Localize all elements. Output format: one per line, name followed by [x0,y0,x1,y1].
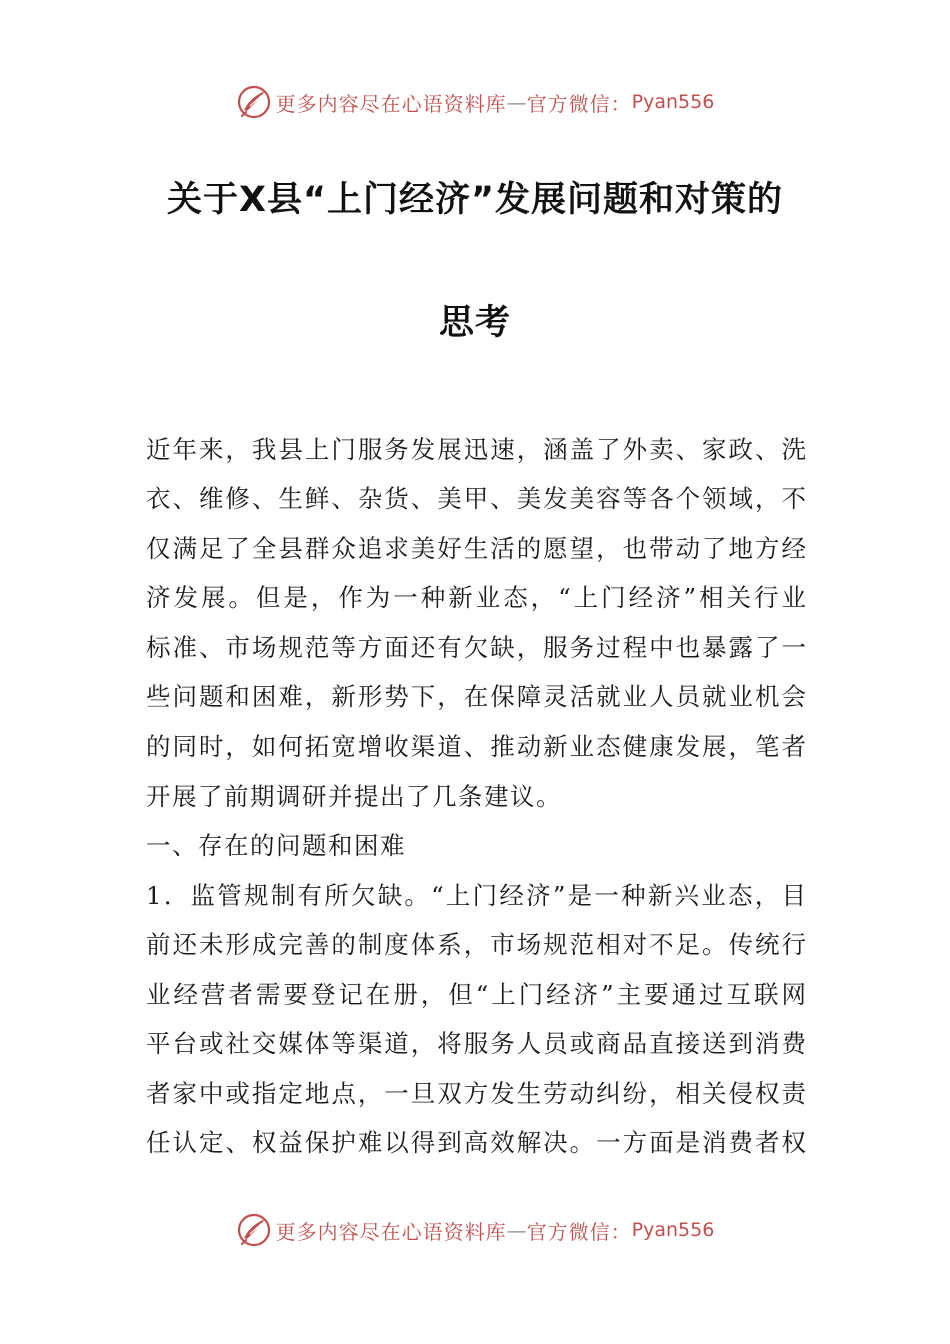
body-line: 1．监管规制有所欠缺。“上门经济”是一种新兴业态，目 [146,881,806,910]
header-watermark [0,80,950,124]
body-line: 近年来，我县上门服务发展迅速，涵盖了外卖、家政、洗 [146,435,806,464]
watermark-wechat-id: Pyan556 [631,1219,715,1241]
document-title-line-1: 关于X县“上门经济”发展问题和对策的 [167,180,783,220]
body-line: 任认定、权益保护难以得到高效解决。一方面是消费者权 [146,1128,806,1157]
footer-watermark [0,1208,950,1252]
body-line: 的同时，如何拓宽增收渠道、推动新业态健康发展，笔者 [146,732,806,761]
body-line: 开展了前期调研并提出了几条建议。 [146,782,562,811]
body-line: 业经营者需要登记在册，但“上门经济”主要通过互联网 [146,980,806,1009]
watermark-text: 更多内容尽在心语资料库 [275,91,507,116]
watermark-separator: — [506,90,527,114]
body-line: 前还未形成完善的制度体系，市场规范相对不足。传统行 [146,930,806,959]
pen-logo-icon [236,84,272,120]
watermark-wechat-label: 官方微信： [526,1219,632,1244]
watermark-separator: — [506,1218,527,1242]
body-line: 标准、市场规范等方面还有欠缺，服务过程中也暴露了一 [146,633,806,662]
document-title-line-2: 思考 [438,303,511,343]
watermark-wechat-label: 官方微信： [526,91,632,116]
section-heading: 一、存在的问题和困难 [146,831,406,860]
watermark-wechat-id: Pyan556 [631,91,715,113]
body-line: 仅满足了全县群众追求美好生活的愿望，也带动了地方经 [146,534,806,563]
body-line: 济发展。但是，作为一种新业态，“上门经济”相关行业 [146,583,806,612]
body-line: 平台或社交媒体等渠道，将服务人员或商品直接送到消费 [146,1029,806,1058]
pen-logo-icon [236,1212,272,1248]
watermark-text: 更多内容尽在心语资料库 [275,1219,507,1244]
body-line: 者家中或指定地点，一旦双方发生劳动纠纷，相关侵权责 [146,1079,806,1108]
body-line: 些问题和困难，新形势下，在保障灵活就业人员就业机会 [146,682,806,711]
body-line: 衣、维修、生鲜、杂货、美甲、美发美容等各个领域，不 [146,484,806,513]
